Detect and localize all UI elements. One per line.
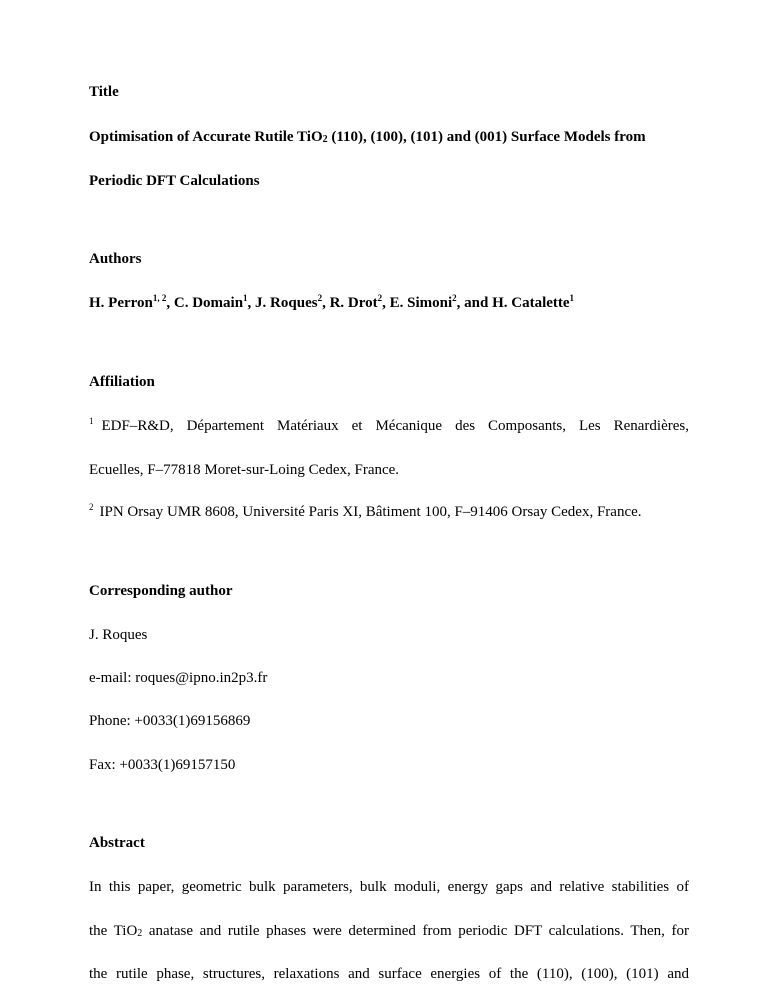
authors-list: [89, 295, 689, 312]
abstract-line-2: [89, 923, 689, 940]
abstract-subscript: 2: [137, 928, 143, 939]
affiliation-2: [89, 504, 689, 521]
authors-heading: Authors: [89, 251, 142, 267]
author-sep: ,: [382, 295, 390, 311]
abstract-line-3: the rutile phase, structures, relaxations and surface energies of the (110), (100), (101) and: [89, 966, 689, 982]
paper-title-line-2: Periodic DFT Calculations: [89, 173, 260, 189]
author-name: C. Domain: [173, 295, 244, 311]
abstract-line-2-b: anatase and rutile phases were determined from periodic DFT calculations. Then, for: [142, 923, 689, 939]
paper-title-line-1: [89, 129, 689, 146]
corresponding-heading: Corresponding author: [89, 583, 233, 599]
title-subscript: 2: [322, 134, 328, 145]
affiliation-2-number: 2: [89, 502, 94, 512]
affiliation-1-number: 1: [89, 416, 94, 426]
author-name: J. Roques: [255, 295, 318, 311]
corresponding-phone: Phone: +0033(1)69156869: [89, 713, 251, 729]
affiliation-2-text: IPN Orsay UMR 8608, Université Paris XI, Bâtiment 100, F–91406 Orsay Cedex, France.: [99, 504, 642, 520]
title-text-a: Optimisation of Accurate Rutile TiO: [89, 129, 323, 145]
author-sep: ,: [247, 295, 256, 311]
author-affil: 2: [317, 293, 323, 303]
author-affil: 1: [569, 293, 575, 303]
author-name: H. Perron: [89, 295, 153, 311]
corresponding-name: J. Roques: [89, 627, 148, 643]
author-sep: , and: [456, 295, 493, 311]
abstract-line-1: In this paper, geometric bulk parameters, bulk moduli, energy gaps and relative stabilities of: [89, 879, 689, 895]
abstract-line-2-a: the TiO: [89, 923, 138, 939]
title-text-b: (110), (100), (101) and (001) Surface Models from: [327, 129, 646, 145]
author-name: E. Simoni: [389, 295, 453, 311]
author-affil: 1, 2: [152, 293, 167, 303]
corresponding-email: e-mail: roques@ipno.in2p3.fr: [89, 670, 268, 686]
author-affil: 2: [377, 293, 383, 303]
abstract-heading: Abstract: [89, 835, 145, 851]
affiliation-heading: Affiliation: [89, 374, 155, 390]
affiliation-1-text: EDF–R&D, Département Matériaux et Mécanique des Composants, Les Renardières,: [101, 418, 689, 434]
affiliation-1-line-2: Ecuelles, F–77818 Moret-sur-Loing Cedex, France.: [89, 462, 400, 478]
author-name: R. Drot: [329, 295, 378, 311]
author-sep: ,: [322, 295, 330, 311]
corresponding-fax: Fax: +0033(1)69157150: [89, 757, 236, 773]
author-affil: 1: [243, 293, 248, 303]
title-heading: Title: [89, 84, 119, 100]
author-name: H. Catalette: [492, 295, 570, 311]
affiliation-1-line-1: [89, 418, 689, 435]
author-affil: 2: [452, 293, 457, 303]
author-sep: ,: [166, 295, 174, 311]
